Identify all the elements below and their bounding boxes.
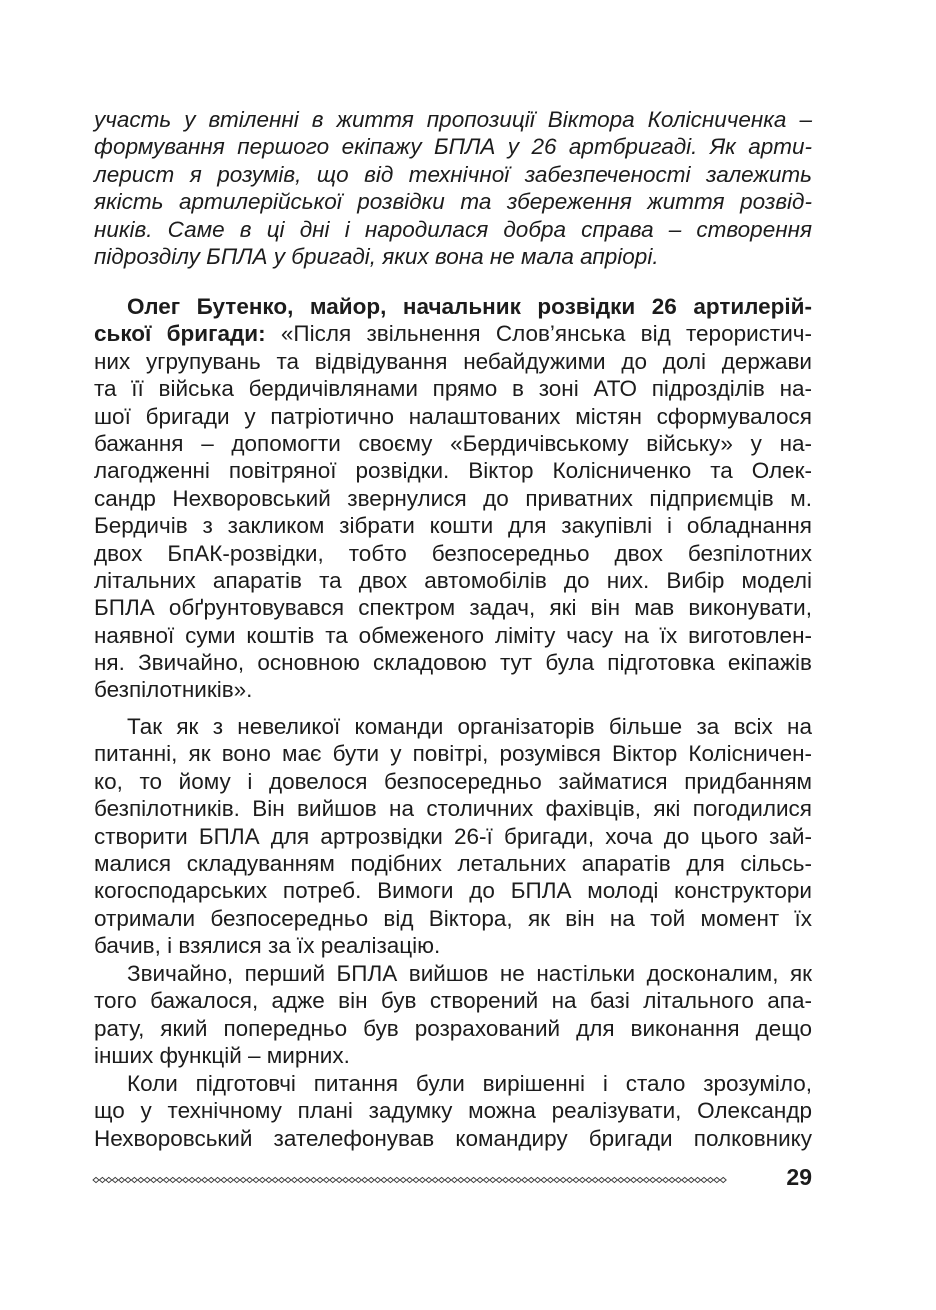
text-line: інших функцій – мирних. (94, 1043, 350, 1069)
text-line: лагодженні повітряної розвідки. Віктор Колісниченко та Олек- (94, 458, 812, 484)
italic-quote-paragraph (94, 106, 812, 270)
text-line: бачив, і взялися за їх реалізацію. (94, 933, 441, 959)
text-line: когосподарських потреб. Вимоги до БПЛА молоді конструктори (94, 878, 812, 904)
text-line: питанні, як воно має бути у повітрі, розумівся Віктор Колісничен- (94, 741, 812, 767)
text-line: літальних апаратів та двох автомобілів до них. Вибір моделі (94, 567, 812, 593)
text-line (94, 320, 812, 347)
text-line: Звичайно, перший БПЛА вийшов не настільки досконалим, як (127, 961, 812, 986)
diamond-chain-rule-icon (92, 1173, 732, 1187)
text-line: лерист я розумів, що від технічної забезпеченості залежить (94, 161, 812, 187)
speaker-name-line: Олег Бутенко, майор, начальник розвідки 26 артилерій- (127, 294, 812, 319)
text-line: ня. Звичайно, основною складовою тут була підготовка екіпажів (94, 650, 812, 676)
text-line: наявної суми коштів та обмеженого ліміту часу на їх виготовлен- (94, 622, 812, 648)
text-line: малися складуванням подібних летальних апаратів для сільсь- (94, 850, 812, 876)
text-line: БПЛА обґрунтовувався спектром задач, які він мав виконувати, (94, 595, 812, 621)
text-line: рату, який попередньо був розрахований для виконання дещо (94, 1015, 812, 1041)
text-line: безпілотників». (94, 677, 253, 703)
body-paragraph (94, 960, 812, 1070)
quote-start-text: «Після звільнення Слов’янська від терористич- (265, 321, 813, 347)
text-line: шої бригади у патріотично налаштованих містян сформувалося (94, 403, 812, 429)
text-line: формування першого екіпажу БПЛА у 26 артбригаді. Як арти- (94, 134, 812, 160)
text-line: підрозділу БПЛА у бригаді, яких вона не мала апріорі. (94, 243, 659, 269)
text-line: ко, то йому і довелося безпосередньо займатися придбанням (94, 768, 812, 794)
text-line: та її війська бердичівлянами прямо в зоні АТО підрозділів на- (94, 376, 812, 402)
body-paragraph (94, 713, 812, 960)
text-line: Коли підготовчі питання були вирішенні і стало зрозуміло, (127, 1071, 812, 1096)
text-line: що у технічному плані задумку можна реалізувати, Олександр (94, 1098, 812, 1124)
text-line: Так як з невеликої команди організаторів більше за всіх на (127, 714, 812, 739)
text-line: бажання – допомогти своєму «Бердичівському війську» у на- (94, 430, 812, 456)
text-line: створити БПЛА для артрозвідки 26-ї бригади, хоча до цього зай- (94, 823, 812, 849)
speaker-quote-paragraph (94, 293, 812, 704)
page-number: 29 (786, 1164, 812, 1190)
text-line: отримали безпосередньо від Віктора, як він на той момент їх (94, 905, 812, 931)
text-line: ників. Саме в ці дні і народилася добра справа – створення (94, 216, 812, 242)
text-line: них угрупувань та відвідування небайдужими до долі держави (94, 348, 812, 374)
text-line: участь у втіленні в життя пропозиції Віктора Колісниченка – (94, 107, 812, 132)
body-paragraph (94, 1070, 812, 1152)
text-line: двох БпАК-розвідки, тобто безпосередньо двох безпілотних (94, 540, 812, 566)
text-line: того бажалося, адже він був створений на базі літального апа- (94, 988, 812, 1014)
text-line: Бердичів з закликом зібрати кошти для закупівлі і обладнання (94, 513, 812, 539)
text-line: безпілотників. Він вийшов на столичних фахівців, які погодилися (94, 796, 812, 822)
text-line: якість артилерійської розвідки та збереження життя розвід- (94, 189, 812, 215)
speaker-name-continuation: ської бригади: (94, 321, 266, 347)
text-line: сандр Нехворовський звернулися до приватних підприємців м. (94, 485, 812, 511)
text-line: Нехворовський зателефонував командиру бригади полковнику (94, 1125, 812, 1151)
